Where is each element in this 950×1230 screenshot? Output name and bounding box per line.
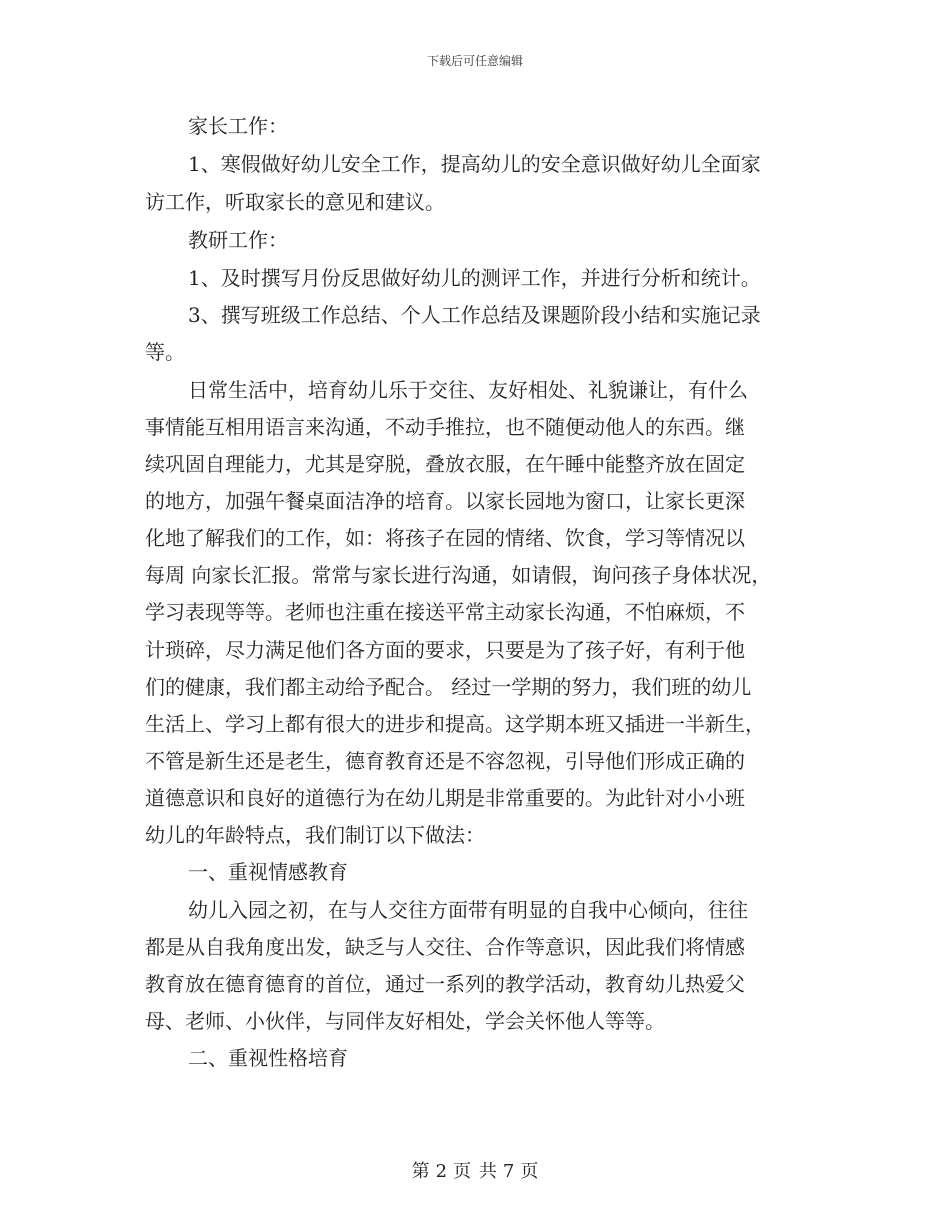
- text-line: 们的健康，我们都主动给予配合。 经过一学期的努力，我们班的幼儿: [145, 675, 752, 699]
- section-heading: 二、重视性格培育: [188, 1046, 348, 1070]
- text-line: 化地了解我们的工作，如：将孩子在园的情绪、饮食，学习等情况以: [145, 526, 745, 550]
- page-header: 下载后可任意编辑: [426, 54, 523, 68]
- page-footer: [0, 1157, 950, 1183]
- text-line: 续巩固自理能力，尤其是穿脱，叠放衣服，在午睡中能整齐放在固定: [145, 452, 745, 476]
- text-line: 3、撰写班级工作总结、个人工作总结及课题阶段小结和实施记录: [188, 303, 761, 327]
- text-line: 教育放在德育德育的首位，通过一系列的教学活动，教育幼儿热爱父: [145, 972, 745, 996]
- text-line: 1、及时撰写月份反思做好幼儿的测评工作，并进行分析和统计。: [188, 266, 761, 290]
- footer-prefix: 第: [411, 1161, 430, 1182]
- footer-suffix: 页: [520, 1161, 539, 1182]
- text-line: 都是从自我角度出发，缺乏与人交往、合作等意识，因此我们将情感: [145, 935, 745, 959]
- text-line: 幼儿入园之初，在与人交往方面带有明显的自我中心倾向，往往: [188, 898, 748, 922]
- text-line: 学习表现等等。老师也注重在接送平常主动家长沟通，不怕麻烦，不: [145, 600, 745, 624]
- text-line: 道德意识和良好的道德行为在幼儿期是非常重要的。为此针对小小班: [145, 786, 745, 810]
- text-line: 教研工作：: [188, 228, 288, 252]
- page-number-total: 7: [502, 1161, 515, 1182]
- page-number-current: 2: [435, 1161, 448, 1182]
- text-line: 母、老师、小伙伴，与同伴友好相处，学会关怀他人等等。: [145, 1009, 665, 1033]
- text-line: 不管是新生还是老生，德育教育还是不容忽视，引导他们形成正确的: [145, 749, 745, 773]
- text-line: 事情能互相用语言来沟通，不动手推拉，也不随便动他人的东西。继: [145, 415, 745, 439]
- text-line: 幼儿的年龄特点，我们制订以下做法：: [145, 823, 485, 847]
- text-line: 1、寒假做好幼儿安全工作，提高幼儿的安全意识做好幼儿全面家: [188, 152, 761, 176]
- text-line: 的地方，加强午餐桌面洁净的培育。以家长园地为窗口，让家长更深: [145, 489, 745, 513]
- text-line: 家长工作：: [188, 114, 288, 138]
- footer-mid: 页 共: [453, 1161, 497, 1182]
- text-line: 日常生活中，培育幼儿乐于交往、友好相处、礼貌谦让，有什么: [188, 378, 748, 402]
- text-line: 每周 向家长汇报。常常与家长进行沟通，如请假，询问孩子身体状况，: [145, 563, 772, 587]
- section-heading: 一、重视情感教育: [188, 860, 348, 884]
- text-line: 访工作，听取家长的意见和建议。: [145, 190, 445, 214]
- text-line: 等。: [145, 340, 185, 364]
- text-line: 生活上、学习上都有很大的进步和提高。这学期本班又插进一半新生，: [145, 712, 765, 736]
- text-line: 计琐碎，尽力满足他们各方面的要求，只要是为了孩子好，有利于他: [145, 638, 745, 662]
